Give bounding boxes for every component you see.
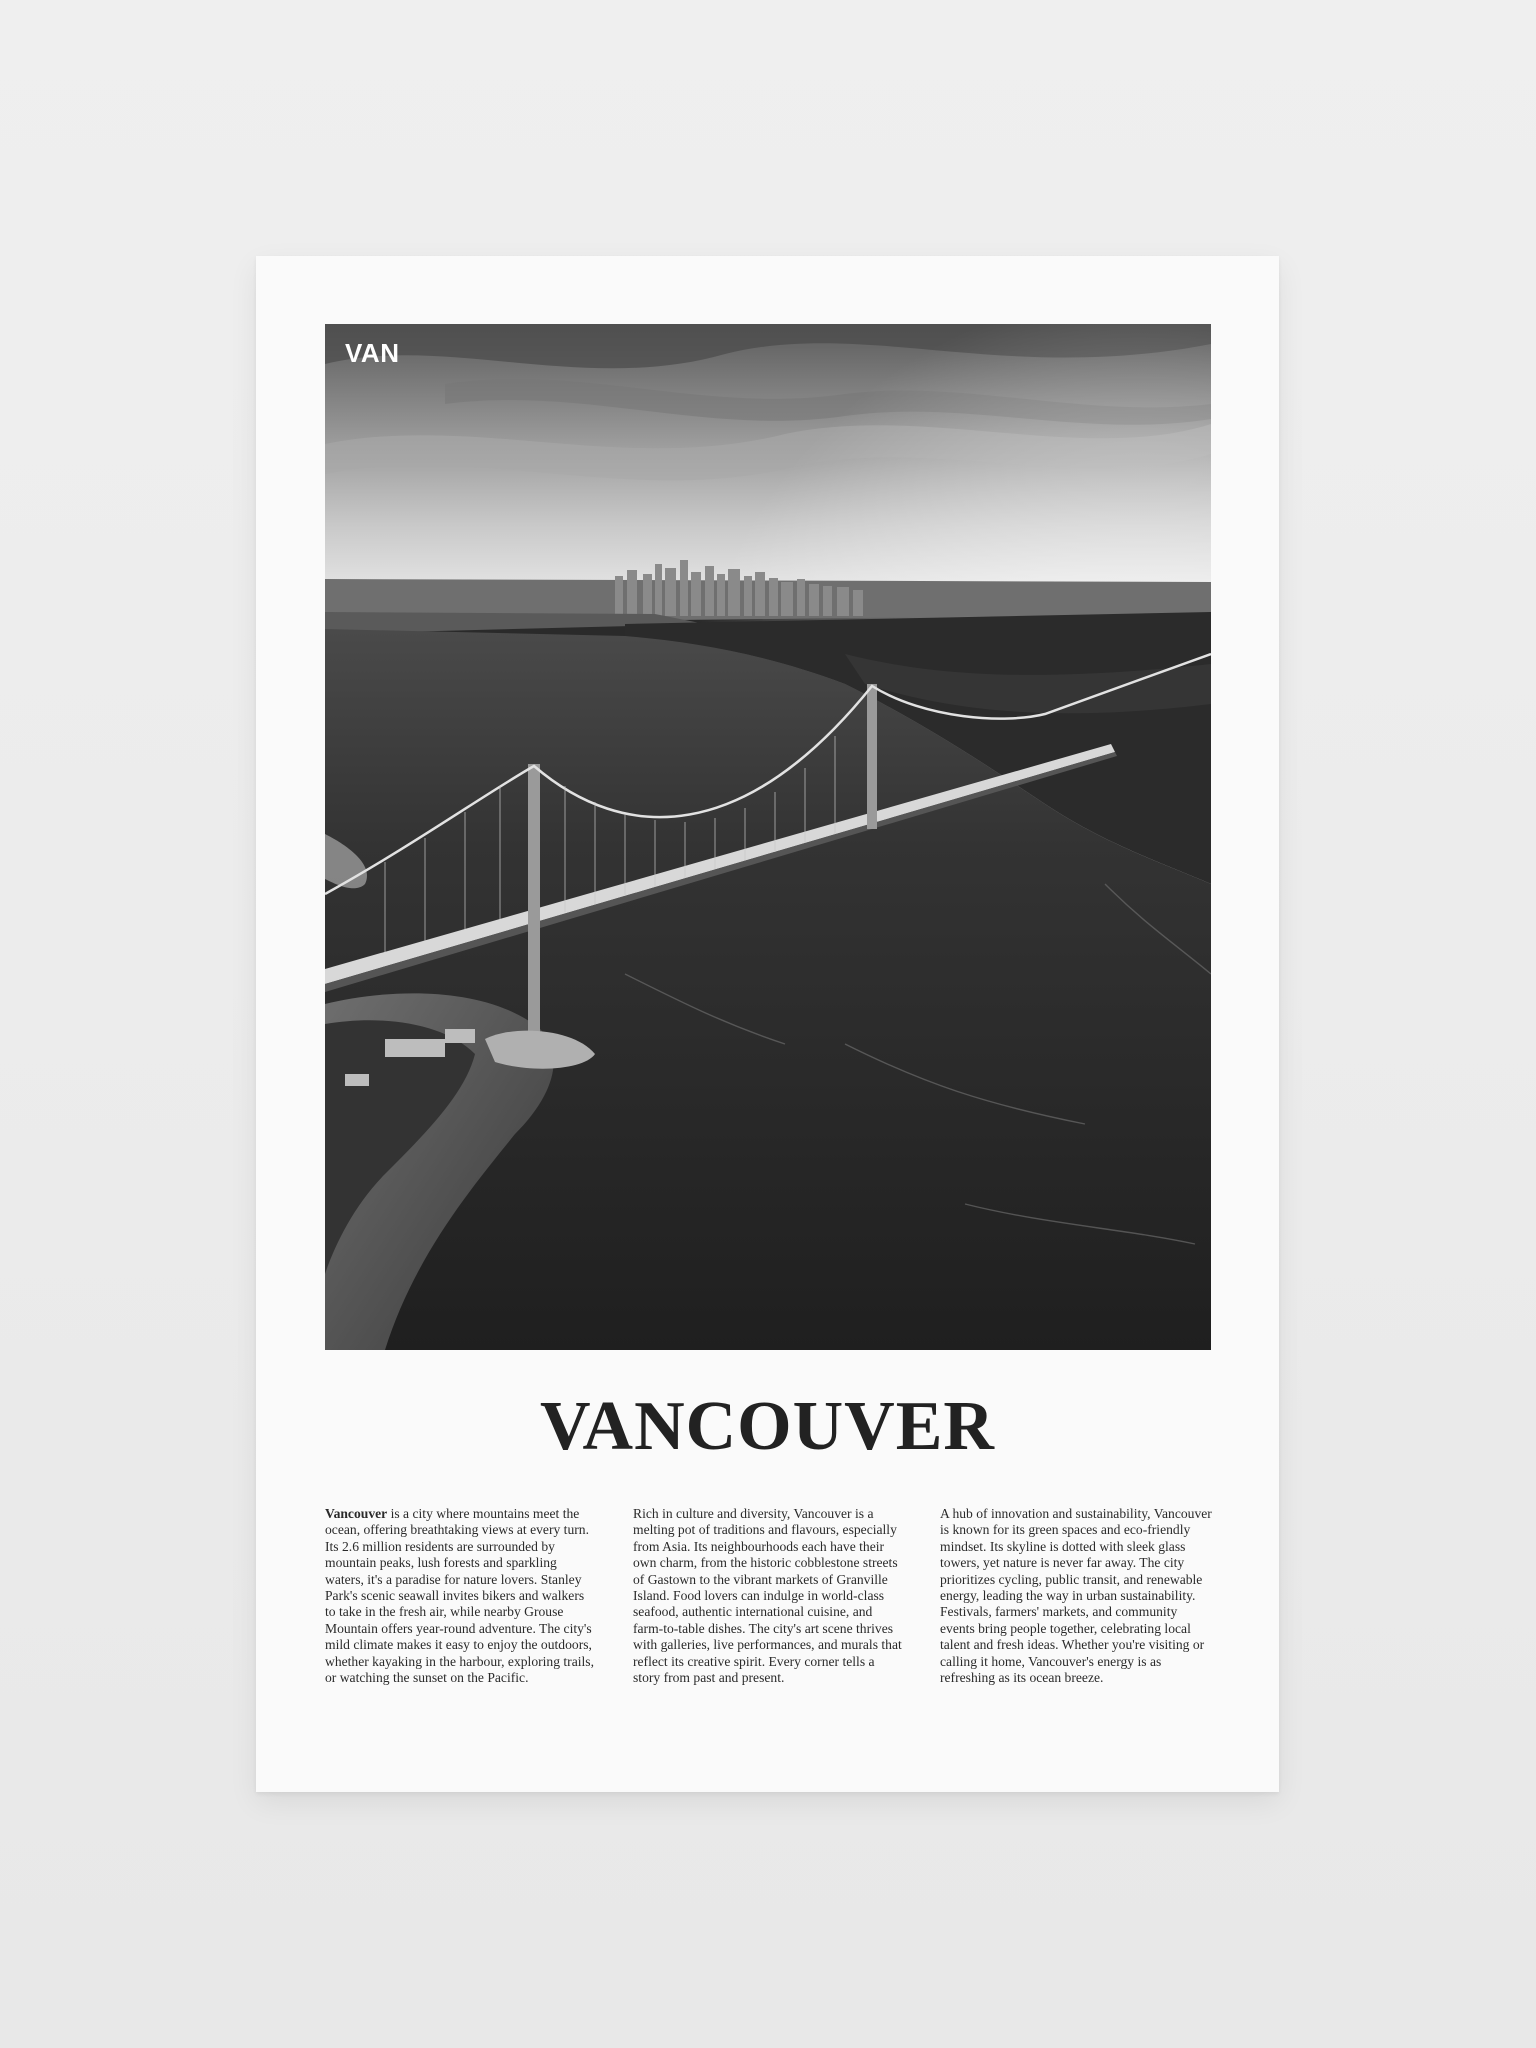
city-code: VAN [345,338,400,368]
south-tower [528,764,540,1039]
text-column-3 [940,1506,1212,1686]
north-tower [867,684,877,829]
poster-title: VANCOUVER [540,1388,995,1465]
bridge-skyline-photo [325,324,1211,1350]
text-column-1 [325,1506,597,1686]
column-text: A hub of innovation and sustainability, Vancouver is known for its green spaces and eco-friendly mindset. Its skyline is dotted with sleek glass towers, yet nature is never far away. The city prioritizes cycling, public transit, and renewable energy, leading the way in urban sustainability. Festivals, farmers' markets, and community events bring people together, celebrating local talent and fresh ideas. Whether you're visiting or calling it home, Vancouver's energy is as refreshing as its ocean breeze. [940,1506,1212,1686]
photo-illustration [325,324,1211,1350]
text-column-2 [633,1506,905,1686]
poster [256,256,1279,1792]
column-lead: Vancouver [325,1506,388,1521]
column-text: is a city where mountains meet the ocean, offering breathtaking views at every turn. Its 2.6 million residents are surrounded by mountain peaks, lush forests and sparkling waters, it's a paradise for nature lovers. Stanley Park's scenic seawall invites bikers and walkers to take in the fresh air, while nearby Grouse Mountain offers year-round adventure. The city's mild climate makes it easy to enjoy the outdoors, whether kayaking in the harbour, exploring trails, or watching the sunset on the Pacific. [325,1506,594,1686]
column-text: Rich in culture and diversity, Vancouver is a melting pot of traditions and flavours, especially from Asia. Its neighbourhoods each have their own charm, from the historic cobblestone streets of Gastown to the vibrant markets of Granville Island. Food lovers can indulge in world-class seafood, authentic international cuisine, and farm-to-table dishes. The city's art scene thrives with galleries, live performances, and murals that reflect its creative spirit. Every corner tells a story from past and present. [633,1506,902,1686]
